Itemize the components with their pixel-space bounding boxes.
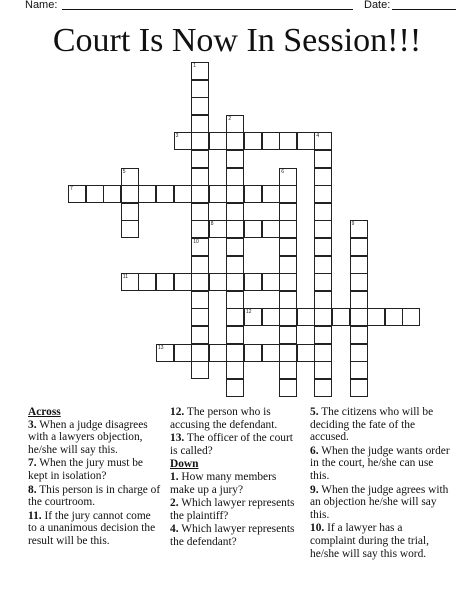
grid-cell[interactable]: [350, 256, 368, 274]
grid-cell[interactable]: [279, 132, 297, 150]
grid-cell[interactable]: [262, 273, 280, 291]
clue-item: 3. When a judge disagrees with a lawyers objection, he/she will say this.: [28, 418, 148, 456]
grid-cell[interactable]: [332, 308, 350, 326]
grid-cell[interactable]: [350, 291, 368, 309]
grid-cell[interactable]: [262, 220, 280, 238]
grid-cell[interactable]: [279, 308, 297, 326]
grid-cell[interactable]: [279, 326, 297, 344]
clues-column-1: [28, 406, 162, 549]
grid-cell[interactable]: [385, 308, 403, 326]
grid-cell[interactable]: [191, 273, 209, 291]
clue-number: 9: [351, 221, 355, 228]
grid-cell[interactable]: [86, 185, 104, 203]
name-label: Name:: [25, 0, 58, 11]
clue-item: 1. How many members make up a jury?: [170, 470, 277, 496]
clue-number: 1: [193, 63, 196, 69]
clues-column-2: [170, 406, 302, 550]
grid-cell[interactable]: [156, 185, 174, 203]
grid-cell[interactable]: [244, 273, 262, 291]
clue-item: 10. If a lawyer has a complaint during the trial, he/she will say this word.: [310, 522, 429, 560]
grid-cell[interactable]: [262, 344, 280, 362]
clue-number: 5: [122, 168, 126, 175]
page-title: Court Is Now In Session!!!: [52, 22, 422, 59]
grid-cell[interactable]: [191, 220, 209, 238]
clue-item: 2. Which lawyer represents the plaintiff?: [170, 497, 295, 522]
grid-cell[interactable]: [314, 168, 332, 186]
grid-cell[interactable]: [226, 185, 244, 203]
grid-cell[interactable]: [367, 308, 385, 326]
grid-cell[interactable]: [279, 238, 297, 256]
grid-cell[interactable]: [226, 150, 244, 168]
grid-cell[interactable]: [279, 273, 297, 291]
grid-cell[interactable]: [314, 273, 332, 291]
grid-cell[interactable]: [191, 326, 209, 344]
grid-cell[interactable]: [226, 291, 244, 309]
grid-cell[interactable]: [226, 238, 244, 256]
grid-cell[interactable]: [279, 344, 297, 362]
clue-number: 2: [228, 115, 232, 122]
grid-cell[interactable]: [244, 344, 262, 362]
grid-cell[interactable]: [156, 273, 174, 291]
grid-cell[interactable]: [174, 344, 192, 362]
date-field[interactable]: [392, 9, 456, 10]
clue-number: 13: [158, 344, 164, 351]
grid-cell[interactable]: [191, 308, 209, 326]
clue-item: 11. If the jury cannot come to a unanimous decision the result will be this.: [28, 509, 156, 547]
across-heading: Across: [28, 406, 61, 418]
grid-cell[interactable]: [226, 379, 244, 397]
grid-cell[interactable]: [226, 168, 244, 186]
clue-number: 6: [281, 168, 284, 175]
grid-cell[interactable]: [191, 256, 209, 274]
grid-cell[interactable]: [297, 132, 315, 150]
grid-cell[interactable]: [121, 203, 139, 221]
grid-cell[interactable]: [314, 344, 332, 362]
clue-item: 13. The officer of the court is called?: [170, 432, 293, 457]
clues-column-3: [310, 406, 450, 561]
grid-cell[interactable]: [350, 326, 368, 344]
clue-item: 5. The citizens who will be deciding the fate of the accused.: [310, 406, 434, 444]
grid-cell[interactable]: [191, 185, 209, 203]
grid-cell[interactable]: [314, 256, 332, 274]
grid-cell[interactable]: [191, 150, 209, 168]
clue-item: 7. When the jury must be kept in isolation?: [28, 457, 143, 482]
down-heading: Down: [170, 458, 199, 471]
grid-cell[interactable]: [174, 273, 192, 291]
grid-cell[interactable]: [314, 238, 332, 256]
grid-cell[interactable]: [191, 168, 209, 186]
grid-cell[interactable]: [350, 273, 368, 291]
grid-cell[interactable]: [138, 185, 156, 203]
grid-cell[interactable]: [350, 344, 368, 362]
grid-cell[interactable]: [279, 256, 297, 274]
grid-cell[interactable]: [262, 308, 280, 326]
grid-cell[interactable]: [226, 256, 244, 274]
grid-cell[interactable]: [191, 361, 209, 379]
grid-cell[interactable]: [226, 326, 244, 344]
grid-cell[interactable]: [314, 326, 332, 344]
grid-cell[interactable]: [279, 203, 297, 221]
grid-cell[interactable]: [191, 291, 209, 309]
clue-item: 4. Which lawyer represents the defendant?: [170, 523, 295, 548]
grid-cell[interactable]: [226, 203, 244, 221]
grid-cell[interactable]: [314, 308, 332, 326]
grid-cell[interactable]: [314, 291, 332, 309]
grid-cell[interactable]: [138, 273, 156, 291]
grid-cell[interactable]: [262, 132, 280, 150]
grid-cell[interactable]: [350, 238, 368, 256]
grid-cell[interactable]: [226, 308, 244, 326]
clue-number: 12: [246, 309, 252, 316]
grid-cell[interactable]: [314, 220, 332, 238]
grid-cell[interactable]: [244, 185, 262, 203]
clue-item: 12. The person who is accusing the defendant.: [170, 406, 278, 431]
grid-cell[interactable]: [191, 344, 209, 362]
clue-number: 4: [316, 133, 320, 140]
grid-cell[interactable]: [350, 379, 368, 397]
grid-cell[interactable]: [350, 361, 368, 379]
grid-cell[interactable]: [244, 220, 262, 238]
clue-item: 9. When the judge agrees with an objection he/she will say this.: [310, 483, 449, 521]
grid-cell[interactable]: [314, 150, 332, 168]
date-label: Date:: [364, 0, 391, 11]
grid-cell[interactable]: [314, 361, 332, 379]
grid-cell[interactable]: [314, 203, 332, 221]
name-field[interactable]: [62, 9, 353, 10]
clue-number: 7: [70, 186, 73, 193]
grid-cell[interactable]: [314, 379, 332, 397]
grid-cell[interactable]: [191, 203, 209, 221]
grid-cell[interactable]: [314, 185, 332, 203]
clue-item: 6. When the judge wants order in the court, he/she can use this.: [310, 444, 450, 482]
grid-cell[interactable]: [174, 185, 192, 203]
clue-item: 8. This person is in charge of the courtroom.: [28, 483, 161, 509]
grid-cell[interactable]: [191, 132, 209, 150]
grid-cell[interactable]: [279, 185, 297, 203]
grid-cell[interactable]: [209, 132, 227, 150]
grid-cell[interactable]: [191, 97, 209, 115]
grid-cell[interactable]: [226, 361, 244, 379]
grid-cell[interactable]: [121, 220, 139, 238]
clue-number: 3: [175, 133, 179, 140]
grid-cell[interactable]: [297, 308, 315, 326]
grid-cell[interactable]: [191, 80, 209, 98]
grid-cell[interactable]: [226, 220, 244, 238]
grid-cell[interactable]: [279, 291, 297, 309]
grid-cell[interactable]: [297, 344, 315, 362]
grid-cell[interactable]: [350, 308, 368, 326]
grid-cell[interactable]: [121, 185, 139, 203]
clue-number: 8: [210, 221, 214, 228]
grid-cell[interactable]: [244, 132, 262, 150]
grid-cell[interactable]: [226, 132, 244, 150]
grid-cell[interactable]: [191, 115, 209, 133]
grid-cell[interactable]: [103, 185, 121, 203]
clue-number: 11: [122, 274, 128, 281]
header: [0, 0, 474, 14]
clue-number: 10: [193, 239, 199, 245]
grid-cell[interactable]: [209, 344, 227, 362]
grid-cell[interactable]: [226, 273, 244, 291]
grid-cell[interactable]: [279, 220, 297, 238]
grid-cell[interactable]: [209, 185, 227, 203]
grid-cell[interactable]: [279, 379, 297, 397]
grid-cell[interactable]: [209, 273, 227, 291]
grid-cell[interactable]: [279, 361, 297, 379]
grid-cell[interactable]: [226, 344, 244, 362]
grid-cell[interactable]: [262, 185, 280, 203]
grid-cell[interactable]: [402, 308, 420, 326]
